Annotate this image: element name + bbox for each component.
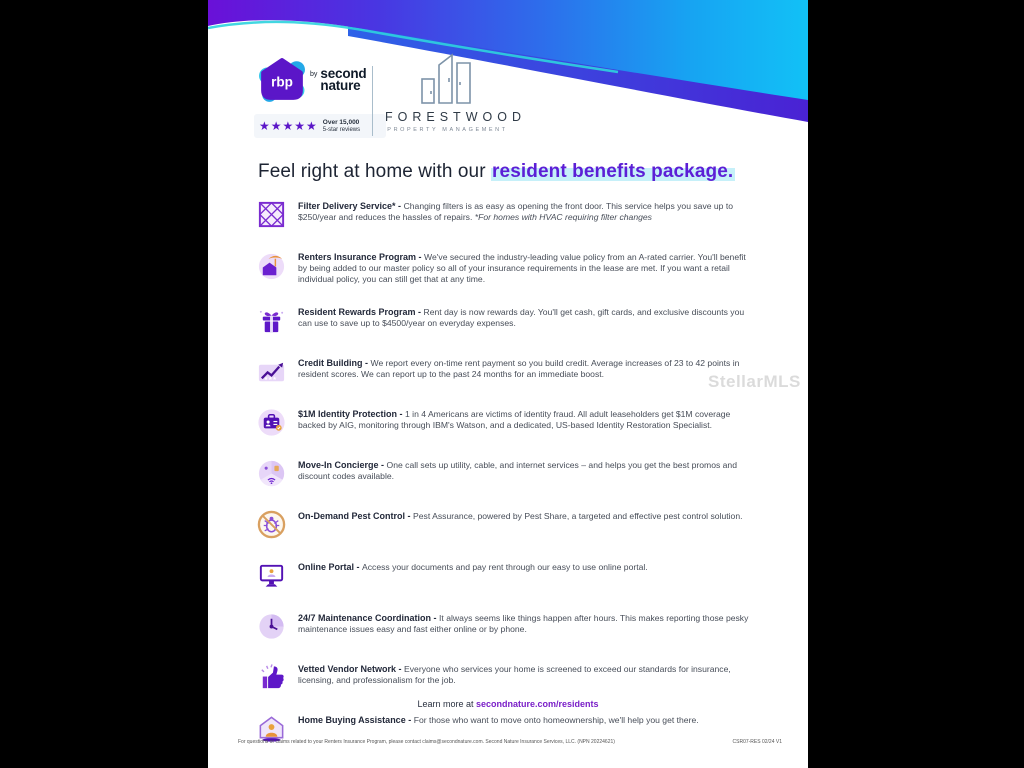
benefit-item <box>256 613 776 642</box>
benefit-description: 1 in 4 Americans are victims of identity fraud. All adult leaseholders get $1M coverage backed by AIG, monitoring through IBM's Watson, and a dedicated, US-based Identity Restoration Specialist. <box>298 409 731 430</box>
benefit-title: Home Buying Assistance - <box>298 715 414 725</box>
company-tagline: PROPERTY MANAGEMENT <box>387 127 508 133</box>
learn-more-line <box>208 699 808 709</box>
benefit-text <box>298 715 699 726</box>
svg-text:rbp: rbp <box>271 74 293 90</box>
benefit-description: One call sets up utility, cable, and internet services – and helps you get the best promos and discount codes available. <box>298 460 737 481</box>
umbrella-house-icon <box>256 250 287 281</box>
concierge-circle-icon <box>256 458 287 489</box>
benefit-title: $1M Identity Protection - <box>298 409 406 419</box>
benefit-description: Access your documents and pay rent through our easy to use online portal. <box>362 562 648 572</box>
benefit-item <box>256 664 776 693</box>
svg-text:★★★: ★★★ <box>263 377 277 383</box>
benefit-item <box>256 460 776 489</box>
benefit-title: On-Demand Pest Control - <box>298 511 414 521</box>
benefit-title: Renters Insurance Program - <box>298 252 425 262</box>
clock-icon <box>256 611 287 642</box>
filter-grid-icon <box>256 199 287 230</box>
benefit-description: For those who want to move onto homeownership, we'll help you get there. <box>413 715 699 725</box>
reviews-count: Over 15,000 <box>322 118 360 126</box>
by-label: by <box>310 71 318 78</box>
stellar-mls-watermark: StellarMLS <box>708 372 801 391</box>
benefit-item <box>256 358 776 387</box>
benefit-item <box>256 409 776 438</box>
document-code: CSR07-RES 02/24 V1 <box>732 739 782 745</box>
fine-print-row <box>208 739 808 745</box>
gift-box-icon <box>256 305 287 336</box>
benefit-description: Everyone who services your home is screened to exceed our standards for insurance, licensing, and professionalism for the job. <box>298 664 731 685</box>
monitor-icon <box>256 560 287 591</box>
benefit-text <box>298 201 750 223</box>
benefit-title: Online Portal - <box>298 562 363 572</box>
benefit-description: We report every on-time rent payment so you build credit. Average increases of 23 to 42 points in resident scores. We can report up to the past 24 months for an immediate boost. <box>298 358 740 379</box>
benefit-footnote: *For homes with HVAC requiring filter changes <box>474 212 652 222</box>
company-logo <box>380 50 526 133</box>
five-stars-icon: ★★★★★ <box>259 119 318 133</box>
benefit-text <box>298 613 750 635</box>
brand-name-line1: second <box>320 66 367 81</box>
title-highlight: resident benefits package. <box>492 161 734 182</box>
benefit-title: Move-In Concierge - <box>298 460 387 470</box>
benefit-item <box>256 562 776 591</box>
secondnature-residents-link[interactable]: secondnature.com/residents <box>475 699 599 709</box>
benefit-description: Rent day is now rewards day. You'll get cash, gift cards, and exclusive discounts you can use to save up to $4500/year on everyday expenses. <box>298 307 745 328</box>
second-nature-wordmark <box>310 68 366 91</box>
pest-control-icon <box>256 509 287 540</box>
benefit-title: Vetted Vendor Network - <box>298 664 405 674</box>
benefit-text <box>298 664 750 686</box>
benefit-item <box>256 252 776 285</box>
benefit-text <box>298 409 750 431</box>
benefit-description: It always seems like things happen after hours. This makes reporting those pesky maintenance issues easy and fast either online or by phone. <box>298 613 749 634</box>
credit-chart-icon <box>256 356 287 387</box>
benefit-title: Resident Rewards Program - <box>298 307 424 317</box>
benefit-title: 24/7 Maintenance Coordination - <box>298 613 440 623</box>
benefit-description: Changing filters is as easy as opening the front door. This service helps you save up to $250/year and reduces the hassles of repairs. <box>298 201 734 222</box>
brand-name-line2: nature <box>320 77 361 93</box>
benefit-text <box>298 511 742 522</box>
benefit-text <box>298 460 750 482</box>
rbp-logo-icon <box>258 56 306 104</box>
benefit-item <box>256 307 776 336</box>
benefit-description: Pest Assurance, powered by Pest Share, a targeted and effective pest control solution. <box>413 511 743 521</box>
reviews-label: 5-star reviews <box>322 126 361 133</box>
thumbs-up-icon <box>256 662 287 693</box>
reviews-badge <box>254 114 386 138</box>
page-title <box>258 161 735 183</box>
benefit-title: Filter Delivery Service* - <box>298 201 404 211</box>
benefit-description: We've secured the industry-leading value policy from an A-rated carrier. You'll benefit by being added to our master policy so all of your insurance requirements in the lease are met. If you want a retail individual policy, you can still get that at any time. <box>298 252 746 284</box>
buildings-icon <box>419 50 473 108</box>
benefit-text <box>298 358 750 380</box>
benefit-text <box>298 562 648 573</box>
company-name: FORESTWOOD <box>385 110 526 124</box>
title-prefix: Feel right at home with our <box>258 161 492 182</box>
logo-divider <box>372 66 373 136</box>
benefit-text <box>298 252 750 285</box>
benefit-title: Credit Building - <box>298 358 371 368</box>
benefit-item <box>256 511 776 540</box>
learn-more-prefix: Learn more at <box>417 699 476 709</box>
benefit-item <box>256 201 776 230</box>
insurance-disclaimer: For questions or claims related to your Renters Insurance Program, please contact claims@secondnature.com. Second Nature Insurance Services, LLC. (NPN 20224621) <box>238 739 615 745</box>
benefit-text <box>298 307 750 329</box>
benefits-list <box>256 201 776 766</box>
id-card-icon <box>256 407 287 438</box>
flyer-page <box>208 0 808 768</box>
